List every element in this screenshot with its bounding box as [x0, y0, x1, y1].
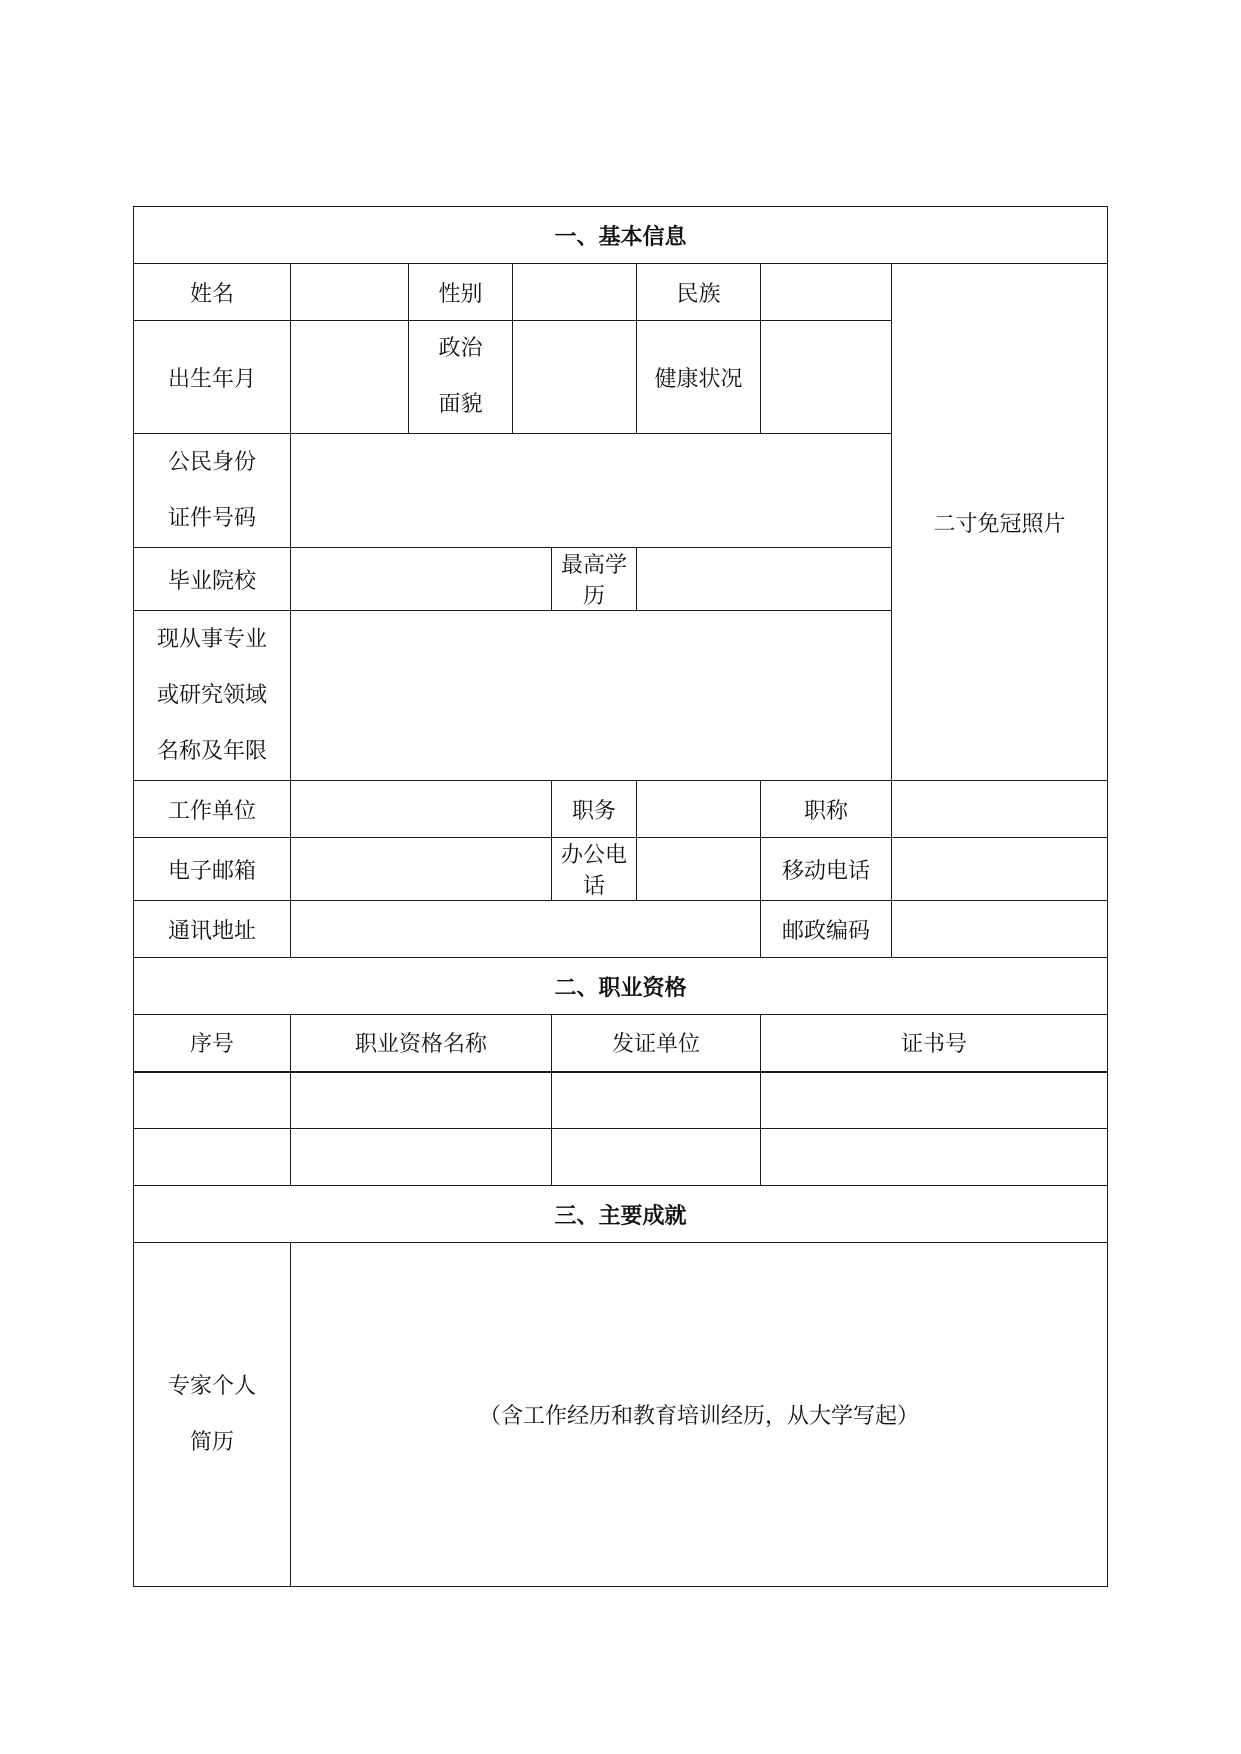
section-basic-title: 一、基本信息: [134, 207, 1108, 264]
row-name: [134, 264, 1108, 321]
label-office-phone: 办公电话: [552, 838, 637, 901]
qualification-row: [134, 1129, 1108, 1186]
row-email: [134, 838, 1108, 901]
label-birth: 出生年月: [134, 321, 291, 434]
label-gender: 性别: [409, 264, 513, 321]
label-id-line1: 公民身份: [167, 449, 256, 475]
value-field[interactable]: [291, 611, 1108, 781]
cell-no[interactable]: [134, 1129, 291, 1186]
label-photo: 二寸免冠照片: [933, 511, 1066, 537]
label-address: 通讯地址: [134, 901, 291, 958]
value-title[interactable]: [892, 781, 1108, 838]
expert-registration-form: [133, 206, 1108, 1587]
col-header-issuer: 发证单位: [552, 1015, 761, 1072]
label-postcode: 邮政编码: [761, 901, 892, 958]
cell-cert[interactable]: [761, 1072, 1108, 1129]
value-id[interactable]: [291, 434, 892, 548]
value-office-phone[interactable]: [637, 838, 761, 901]
label-name: 姓名: [134, 264, 291, 321]
value-mobile[interactable]: [892, 838, 1108, 901]
label-field-line1: 现从事专业: [156, 626, 267, 652]
qualification-row: [134, 1072, 1108, 1129]
label-ethnicity: 民族: [637, 264, 761, 321]
value-birth[interactable]: [291, 321, 409, 434]
label-field: [134, 611, 291, 781]
value-health[interactable]: [761, 321, 892, 434]
resume-hint: （含工作经历和教育培训经历，从大学写起）: [479, 1404, 920, 1429]
label-school: 毕业院校: [134, 548, 291, 611]
label-political: [409, 321, 513, 434]
value-postcode[interactable]: [892, 901, 1108, 958]
row-address: [134, 901, 1108, 958]
col-header-no: 序号: [134, 1015, 291, 1072]
label-field-line2: 或研究领域: [156, 682, 267, 708]
label-title: 职称: [761, 781, 892, 838]
value-employer[interactable]: [291, 781, 552, 838]
label-id-line2: 证件号码: [167, 505, 256, 531]
label-field-line3: 名称及年限: [156, 738, 267, 764]
row-employer: [134, 781, 1108, 838]
cell-cert[interactable]: [761, 1129, 1108, 1186]
value-name[interactable]: [291, 264, 409, 321]
cell-issuer[interactable]: [552, 1129, 761, 1186]
section-qualification-row: [134, 958, 1108, 1015]
label-political-line1: 政治: [438, 336, 483, 361]
value-ethnicity[interactable]: [761, 264, 892, 321]
resume-field[interactable]: [291, 1243, 1108, 1587]
qualification-header-row: [134, 1015, 1108, 1072]
cell-name[interactable]: [291, 1072, 552, 1129]
cell-name[interactable]: [291, 1129, 552, 1186]
label-id: [134, 434, 291, 548]
col-header-name: 职业资格名称: [291, 1015, 552, 1072]
label-resume-line2: 简历: [189, 1429, 234, 1455]
label-resume: [134, 1243, 291, 1587]
row-field: [134, 611, 1108, 781]
value-email[interactable]: [291, 838, 552, 901]
value-position[interactable]: [637, 781, 761, 838]
label-health: 健康状况: [637, 321, 761, 434]
value-education[interactable]: [637, 548, 892, 611]
value-address[interactable]: [291, 901, 761, 958]
cell-no[interactable]: [134, 1072, 291, 1129]
row-resume: [134, 1243, 1108, 1587]
label-position: 职务: [552, 781, 637, 838]
section-qualification-title: 二、职业资格: [134, 958, 1108, 1015]
col-header-cert: 证书号: [761, 1015, 1108, 1072]
label-education: 最高学历: [552, 548, 637, 611]
value-gender[interactable]: [513, 264, 637, 321]
label-mobile: 移动电话: [761, 838, 892, 901]
label-employer: 工作单位: [134, 781, 291, 838]
value-school[interactable]: [291, 548, 552, 611]
section-basic-row: [134, 207, 1108, 264]
label-email: 电子邮箱: [134, 838, 291, 901]
value-political[interactable]: [513, 321, 637, 434]
label-political-line2: 面貌: [438, 392, 483, 417]
cell-issuer[interactable]: [552, 1072, 761, 1129]
section-achievement-title: 三、主要成就: [134, 1186, 1108, 1243]
label-resume-line1: 专家个人: [167, 1373, 256, 1399]
section-achievement-row: [134, 1186, 1108, 1243]
